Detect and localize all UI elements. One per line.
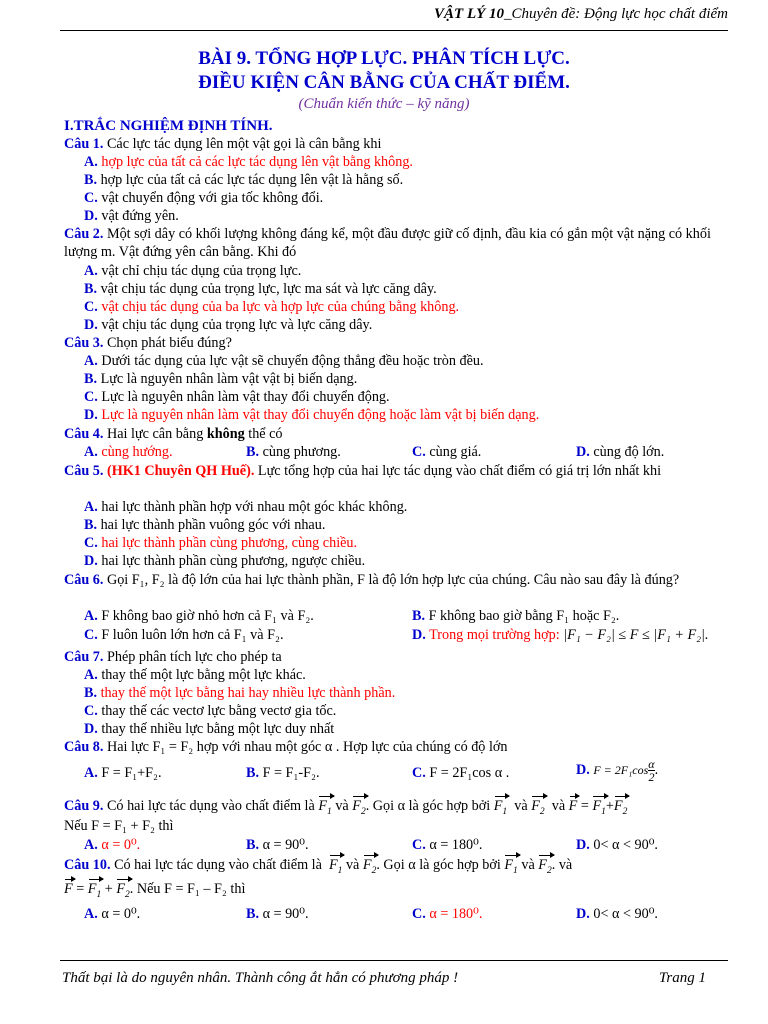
- q9-option-c: C. α = 180⁰.: [412, 837, 483, 853]
- q7-option-b: B. thay thế một lực bằng hai hay nhiều lực thành phần.: [84, 685, 396, 701]
- q4-option-d: D. cùng độ lớn.: [576, 444, 665, 460]
- fraction-alpha-over-2: $\frac{\alpha}{2}$: [648, 757, 655, 784]
- question-9: Câu 9. Có hai lực tác dụng vào chất điểm là $F_1$ và $F_2$. Gọi α là góc hợp bởi $F_1$ và $F_2$ và $F = F_1+F_2$: [64, 797, 732, 821]
- q5-option-d: D. hai lực thành phần cùng phương, ngược chiều.: [84, 553, 366, 569]
- q6-option-d: D. Trong mọi trường hợp: |F₁ − F₂| ≤ F ≤ |F₁ + F₂|.: [412, 627, 709, 643]
- q10-condition: $F = F_1 + F_2$. Nếu F = F₁ – F₂ thì: [64, 880, 732, 904]
- footer-divider: [60, 960, 728, 961]
- q4-option-b: B. cùng phương.: [246, 444, 341, 460]
- q6-option-b: B. F không bao giờ bằng F₁ hoặc F₂.: [412, 608, 620, 624]
- q10-option-d: D. 0< α < 90⁰.: [576, 906, 658, 922]
- question-3: Câu 3. Chọn phát biểu đúng?: [64, 335, 232, 351]
- question-7: Câu 7. Phép phân tích lực cho phép ta: [64, 649, 282, 665]
- title-line2: ĐIỀU KIỆN CÂN BẰNG CỦA CHẤT ĐIỂM.: [198, 72, 570, 93]
- question-6: Câu 6. Gọi F₁, F₂ là độ lớn của hai lực thành phần, F là độ lớn hợp lực của chúng. Câu nào sau đây là đúng?: [64, 572, 680, 588]
- q9-option-d: D. 0< α < 90⁰.: [576, 837, 658, 853]
- q7-option-c: C. thay thế các vectơ lực bằng vectơ gia tốc.: [84, 703, 337, 719]
- q5-option-b: B. hai lực thành phần vuông góc với nhau.: [84, 517, 326, 533]
- q8-option-a: A. F = F₁+F₂.: [84, 765, 162, 781]
- section-heading: I.TRẮC NGHIỆM ĐỊNH TÍNH.: [64, 118, 273, 134]
- q6-option-a: A. F không bao giờ nhỏ hơn cả F₁ và F₂.: [84, 608, 314, 624]
- q1-option-d: D. vật đứng yên.: [84, 208, 179, 224]
- footer-quote: Thất bại là do nguyên nhân. Thành công ắt hẳn có phương pháp !: [62, 970, 459, 986]
- header-text: [434, 6, 728, 23]
- q3-option-c: C. Lực là nguyên nhân làm vật thay đổi chuyển động.: [84, 389, 390, 405]
- q3-option-d: D. Lực là nguyên nhân làm vật thay đổi chuyển động hoặc làm vật bị biến dạng.: [84, 407, 540, 423]
- q9-option-b: B. α = 90⁰.: [246, 837, 309, 853]
- q1-option-a: A. hợp lực của tất cả các lực tác dụng lên vật bằng không.: [84, 154, 413, 170]
- q2-option-b: B. vật chịu tác dụng của trọng lực, lực ma sát và lực căng dây.: [84, 281, 437, 297]
- q9-condition: Nếu F = F₁ + F₂ thì: [64, 818, 174, 834]
- q8-option-d: D. F = 2F₁cos $\frac{\alpha}{2}$ .: [576, 757, 659, 784]
- vector-f1: $F_1$: [318, 797, 331, 821]
- vector-f2: $F_2$: [352, 797, 365, 821]
- header-subject: VẬT LÝ 10: [434, 6, 505, 22]
- question-4: Câu 4. Hai lực cân bằng không thể có: [64, 426, 283, 442]
- q7-option-d: D. thay thế nhiều lực bằng một lực duy nhất: [84, 721, 335, 737]
- q4-option-c: C. cùng giá.: [412, 444, 482, 460]
- q1-option-b: B. hợp lực của tất cả các lực tác dụng lên vật là hằng số.: [84, 172, 404, 188]
- question-10: Câu 10. Có hai lực tác dụng vào chất điểm là $F_1$ và $F_2$. Gọi α là góc hợp bởi $F_1$ và $F_2$. và: [64, 856, 732, 880]
- header-divider: [60, 30, 728, 31]
- q3-option-b: B. Lực là nguyên nhân làm vật vật bị biến dạng.: [84, 371, 358, 387]
- q2-option-a: A. vật chỉ chịu tác dụng của trọng lực.: [84, 263, 302, 279]
- page-number: Trang 1: [658, 970, 706, 986]
- q3-option-a: A. Dưới tác dụng của lực vật sẽ chuyển động thẳng đều hoặc tròn đều.: [84, 353, 484, 369]
- q8-option-c: C. F = 2F₁cos α .: [412, 765, 510, 781]
- q5-option-c: C. hai lực thành phần cùng phương, cùng chiều.: [84, 535, 358, 551]
- title-line1: BÀI 9. TỔNG HỢP LỰC. PHÂN TÍCH LỰC.: [198, 48, 570, 69]
- subtitle: (Chuẩn kiến thức – kỹ năng): [298, 96, 470, 112]
- question-8: Câu 8. Hai lực F₁ = F₂ hợp với nhau một góc α . Hợp lực của chúng có độ lớn: [64, 739, 508, 755]
- q1-option-c: C. vật chuyển động với gia tốc không đổi.: [84, 190, 324, 206]
- question-2: Câu 2. Một sợi dây có khối lượng không đáng kể, một đầu được giữ cố định, đầu kia có gắn một vật nặng có khối lượng m. Vật đứng yên cân bằng. Khi đó: [64, 226, 711, 260]
- q2-option-d: D. vật chịu tác dụng của trọng lực và lực căng dây.: [84, 317, 373, 333]
- q10-option-c: C. α = 180⁰.: [412, 906, 483, 922]
- q10-option-a: A. α = 0⁰.: [84, 906, 141, 922]
- question-1: Câu 1. Các lực tác dụng lên một vật gọi là cân bằng khi: [64, 136, 382, 152]
- question-5: Câu 5. (HK1 Chuyên QH Huế). Lực tổng hợp của hai lực tác dụng vào chất điểm có giá trị lớn nhất khi: [64, 463, 662, 479]
- q5-option-a: A. hai lực thành phần hợp với nhau một góc khác không.: [84, 499, 408, 515]
- q10-option-b: B. α = 90⁰.: [246, 906, 309, 922]
- q8-option-b: B. F = F₁-F₂.: [246, 765, 320, 781]
- q2-option-c: C. vật chịu tác dụng của ba lực và hợp lực của chúng bằng không.: [84, 299, 460, 315]
- header-topic: _Chuyên đề: Động lực học chất điểm: [504, 6, 728, 22]
- q6-option-c: C. F luôn luôn lớn hơn cả F₁ và F₂.: [84, 627, 284, 643]
- q7-option-a: A. thay thế một lực bằng một lực khác.: [84, 667, 306, 683]
- q4-option-a: A. cùng hướng.: [84, 444, 173, 460]
- q9-option-a: A. α = 0⁰.: [84, 837, 141, 853]
